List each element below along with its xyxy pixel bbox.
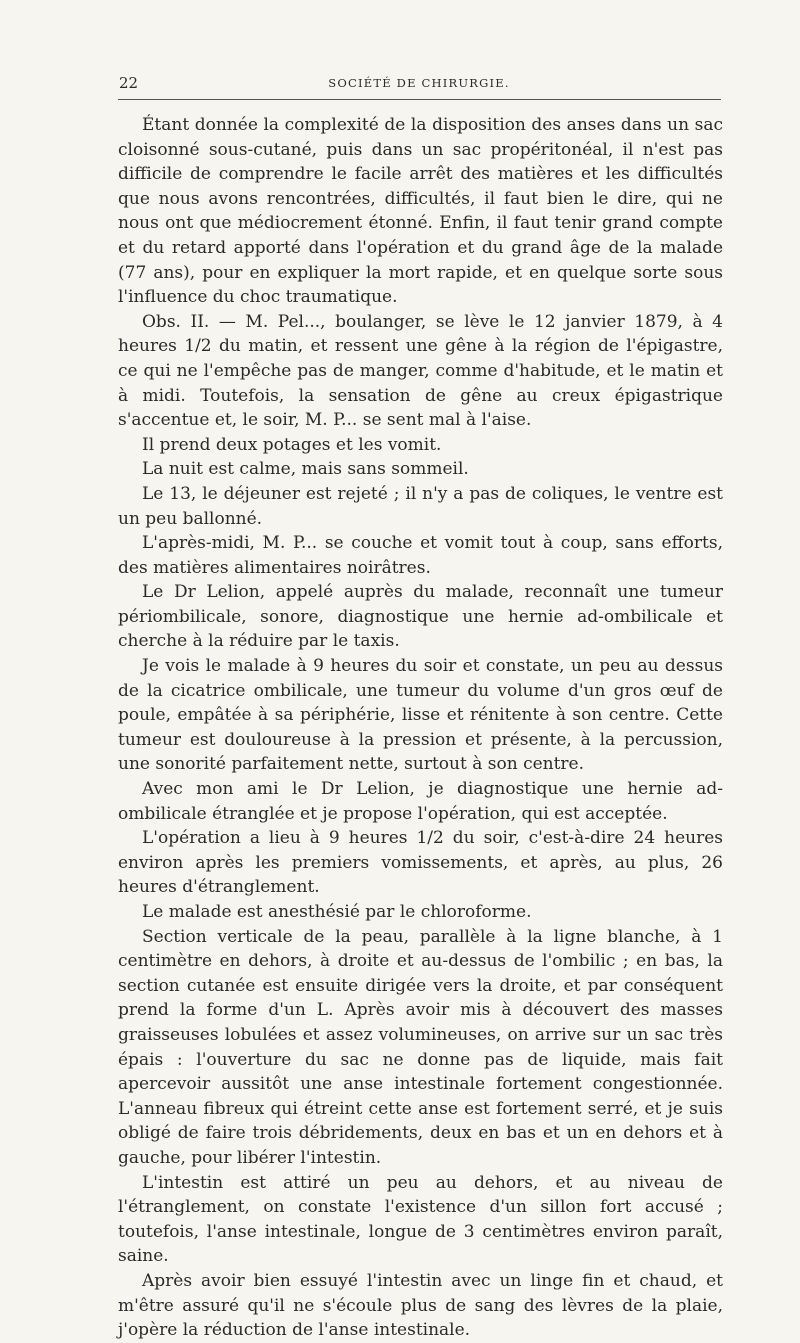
paragraph: Après avoir bien essuyé l'intestin avec un linge fin et chaud, et m'être assuré qu'il ne s'écoule plus de sang des lèvres de la plaie, j'opère la réduction de l'anse intestinale. — [118, 1270, 723, 1341]
paragraph: Il prend deux potages et les vomit. — [142, 434, 442, 455]
body-text — [118, 113, 723, 1343]
paragraph: Obs. II. — M. Pel..., boulanger, se lève le 12 janvier 1879, à 4 heures 1/2 du matin, et ressent une gêne à la région de l'épigastre, ce qui ne l'empêche pas de manger, comme d'habitude, et le matin et à midi. Toutefois, la sensation de gêne au creux épigastrique s'accentue et, le soir, M. P... se sent mal à l'aise. — [118, 311, 723, 431]
paragraph: L'intestin est attiré un peu au dehors, et au niveau de l'étranglement, on constate l'existence d'un sillon fort accusé ; toutefois, l'anse intestinale, longue de 3 centimètres environ paraît, saine. — [118, 1172, 723, 1267]
paragraph: L'après-midi, M. P... se couche et vomit tout à coup, sans efforts, des matières alimentaires noirâtres. — [118, 533, 723, 578]
paragraph: Le 13, le déjeuner est rejeté ; il n'y a pas de coliques, le ventre est un peu ballonné. — [118, 483, 723, 529]
paragraph: Le malade est anesthésié par le chloroforme. — [142, 902, 532, 922]
page-number: 22 — [119, 74, 139, 92]
paragraph: Section verticale de la peau, parallèle à la ligne blanche, à 1 centimètre en dehors, à droite et au-dessus de l'ombilic ; en bas, la section cutanée est ensuite dirigée vers la droite, et par conséquent prend la forme d'un L. Après avoir mis à découvert des masses graisseuses lobulées et assez volumineuses, on arrive sur un sac très épais : l'ouverture du sac ne donne pas de liquide, mais fait apercevoir aussitôt une anse intestinale fortement congestionnée. L'anneau fibreux qui étreint cette anse est fortement serré, et je suis obligé de faire trois débridements, deux en bas et un en dehors et à gauche, pour libérer l'intestin. — [118, 926, 723, 1168]
running-title: SOCIÉTÉ DE CHIRURGIE. — [328, 76, 510, 90]
header-rule — [118, 99, 721, 100]
paragraph: Avec mon ami le Dr Lelion, je diagnostique une hernie ad-ombilicale étranglée et je propose l'opération, qui est acceptée. — [118, 779, 723, 824]
paragraph: L'opération a lieu à 9 heures 1/2 du soir, c'est-à-dire 24 heures environ après les premiers vomissements, et après, au plus, 26 heures d'étranglement. — [118, 828, 723, 898]
paragraph: La nuit est calme, mais sans sommeil. — [142, 459, 469, 480]
paragraph: Étant donnée la complexité de la disposition des anses dans un sac cloisonné sous-cutané, puis dans un sac propéritonéal, il n'est pas difficile de comprendre le facile arrêt des matières et les difficultés que nous avons rencontrées, difficultés, il faut bien le dire, qui ne nous ont que médiocrement étonné. Enfin, il faut tenir grand compte et du retard apporté dans l'opération et du grand âge de la malade (77 ans), pour en expliquer la mort rapide, et en quelque sorte sous l'influence du choc traumatique. — [118, 115, 723, 308]
paragraph: Je vois le malade à 9 heures du soir et constate, un peu au dessus de la cicatrice ombilicale, une tumeur du volume d'un gros œuf de poule, empâtée à sa périphérie, lisse et rénitente à son centre. Cette tumeur est douloureuse à la pression et présente, à la percussion, une sonorité parfaitement nette, surtout à son centre. — [118, 656, 723, 775]
paragraph: Le Dr Lelion, appelé auprès du malade, reconnaît une tumeur périombilicale, sonore, diagnostique une hernie ad-ombilicale et cherche à la réduire par le taxis. — [118, 582, 723, 652]
page-header — [119, 74, 719, 98]
